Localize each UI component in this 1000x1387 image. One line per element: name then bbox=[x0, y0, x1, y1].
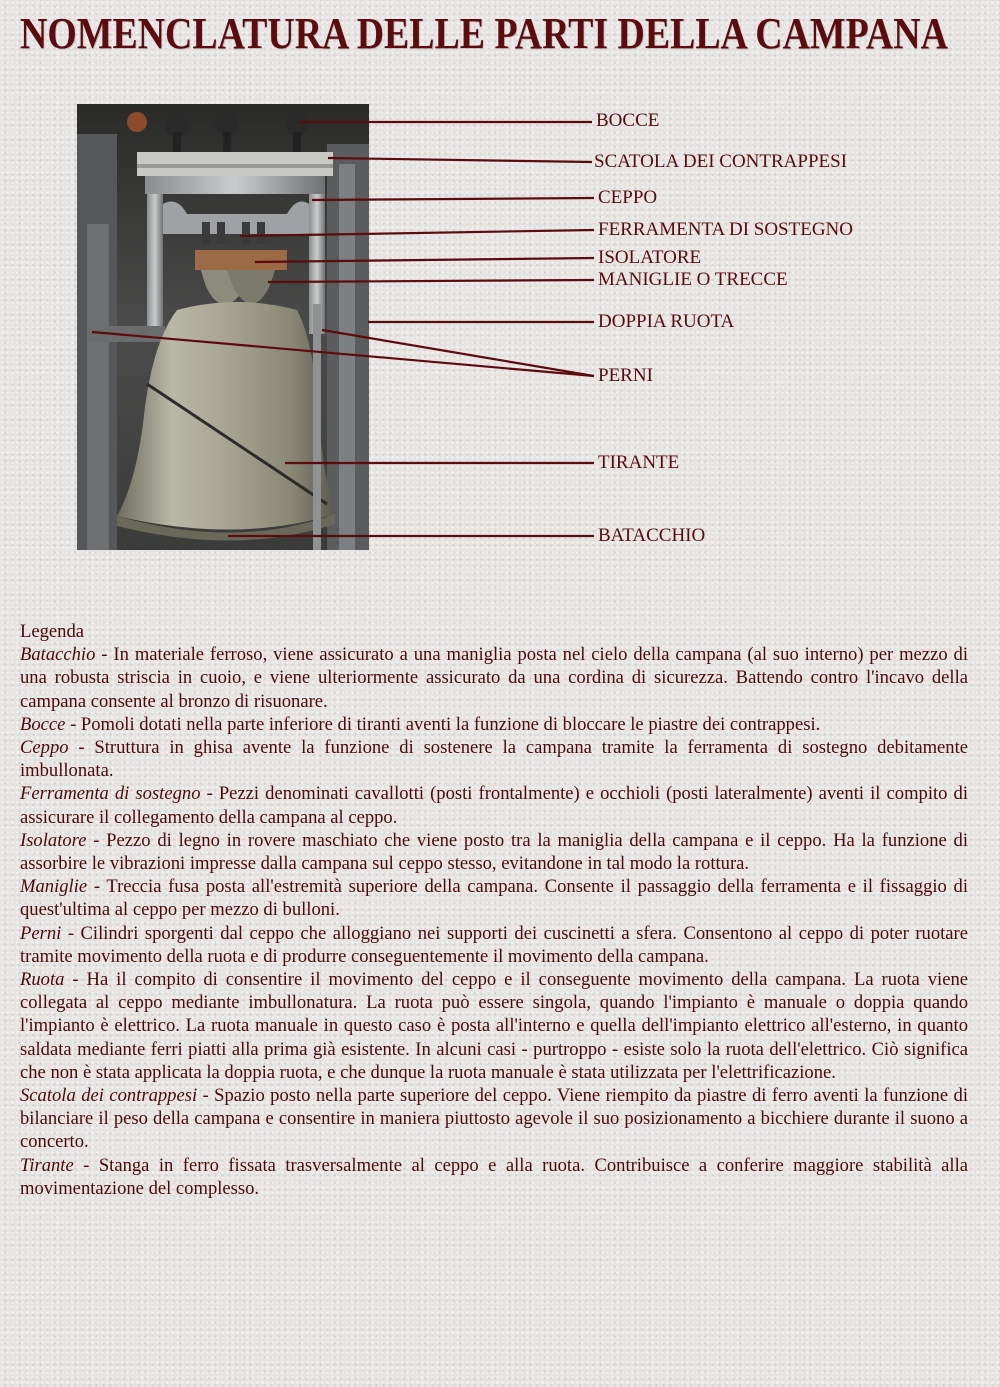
legend-entry-tirante bbox=[20, 1154, 968, 1200]
legend-term: Ruota bbox=[20, 969, 65, 991]
label-batacchio: BATACCHIO bbox=[598, 525, 706, 546]
legend-entry-perni bbox=[20, 922, 968, 968]
legend-entry-ferramenta bbox=[20, 782, 968, 828]
page-title: NOMENCLATURA DELLE PARTI DELLA CAMPANA bbox=[20, 9, 948, 58]
legend-term: Bocce bbox=[20, 713, 66, 735]
label-doppia-ruota: DOPPIA RUOTA bbox=[598, 311, 735, 332]
label-ferramenta-di-sostegno: FERRAMENTA DI SOSTEGNO bbox=[598, 219, 853, 240]
legend-term: Ferramenta di sostegno bbox=[20, 783, 201, 805]
legend-description: - Pomoli dotati nella parte inferiore di tiranti aventi la funzione di bloccare le piastre dei contrappesi. bbox=[65, 713, 821, 735]
legend-description: - Pezzi denominati cavallotti (posti frontalmente) e occhioli (posti lateralmente) aventi il compito di assicurare il collegamento della campana al ceppo. bbox=[20, 783, 968, 828]
legend-entry-maniglie bbox=[20, 875, 968, 921]
bell-photo bbox=[77, 104, 369, 550]
legend-term: Isolatore bbox=[20, 829, 87, 851]
legend-term: Scatola dei contrappesi bbox=[20, 1085, 198, 1107]
legend-term: Maniglie bbox=[20, 876, 88, 898]
legend-entry-scatola bbox=[20, 1084, 968, 1154]
legend-entry-ruota bbox=[20, 968, 968, 1084]
legend-entry-isolatore bbox=[20, 829, 968, 875]
legend-description: - Ha il compito di consentire il movimento del ceppo e il conseguente movimento della campana. La ruota viene collegata al ceppo mediante imbullonatura. La ruota può essere singola, quando l'impianto è manuale o doppia quando l'impianto è elettrico. La ruota manuale in questo caso è posta all'interno e quella dell'impianto elettrico all'esterno, in quanto saldata mediante ferri piatti alla prima già esistente. In alcuni casi - purtroppo - esiste solo la ruota dell'elettrico. Ciò significa che non è stata applicata la doppia ruota, e che dunque la ruota manuale è stata utilizzata per l'elettrificazione. bbox=[20, 969, 968, 1083]
legend-description: - Struttura in ghisa avente la funzione di sostenere la campana tramite la ferramenta di sostegno debitamente imbullonata. bbox=[20, 737, 968, 782]
legend-term: Ceppo bbox=[20, 737, 69, 759]
label-isolatore: ISOLATORE bbox=[598, 247, 702, 268]
legend-description: - Pezzo di legno in rovere maschiato che viene posto tra la maniglia della campana e il ceppo. Ha la funzione di assorbire le vibrazioni impresse dalla campana sul ceppo stesso, evitandone in tal modo la rottura. bbox=[20, 829, 968, 875]
label-bocce: BOCCE bbox=[596, 110, 660, 131]
legend-description: - Cilindri sporgenti dal ceppo che alloggiano nei supporti dei cuscinetti a sfera. Consentono al ceppo di poter ruotare tramite movimento della ruota e di produrre conseguentemente il movimento della campana. bbox=[20, 922, 968, 967]
legend-description: - In materiale ferroso, viene assicurato a una maniglia posta nel cielo della campana (al suo interno) per mezzo di una robusta striscia in cuoio, e viene ulteriormente assicurato da una cordina di sicurezza. Battendo contro l'incavo della campana consente al bronzo di risuonare. bbox=[20, 644, 968, 712]
legend-term: Perni bbox=[20, 922, 62, 944]
legend-entry-batacchio bbox=[20, 643, 968, 713]
legend-description: - Stanga in ferro fissata trasversalmente al ceppo e alla ruota. Contribuisce a conferire maggiore stabilità alla movimentazione del complesso. bbox=[20, 1154, 968, 1199]
legend-heading: Legenda bbox=[20, 621, 85, 642]
legend-description: - Treccia fusa posta all'estremità superiore della campana. Consente il passaggio della ferramenta e il fissaggio di quest'ultima al ceppo per mezzo di bulloni. bbox=[20, 876, 968, 921]
label-tirante: TIRANTE bbox=[598, 452, 680, 473]
bell-illustration bbox=[77, 104, 369, 550]
legend-term: Batacchio bbox=[20, 644, 96, 666]
legend-entry-bocce bbox=[20, 713, 968, 736]
label-maniglie-o-trecce: MANIGLIE O TRECCE bbox=[598, 269, 788, 290]
label-scatola-dei-contrappesi: SCATOLA DEI CONTRAPPESI bbox=[594, 151, 848, 172]
legend-entry-ceppo bbox=[20, 736, 968, 782]
label-ceppo: CEPPO bbox=[598, 187, 658, 208]
legend-term: Tirante bbox=[20, 1154, 74, 1176]
legend-description: - Spazio posto nella parte superiore del ceppo. Viene riempito da piastre di ferro aventi la funzione di bilanciare il peso della campana e consentire in maniera piuttosto agevole il suo posizionamento a bicchiere durante il suono a concerto. bbox=[20, 1085, 968, 1153]
label-perni: PERNI bbox=[598, 365, 653, 386]
legend bbox=[20, 620, 968, 1200]
